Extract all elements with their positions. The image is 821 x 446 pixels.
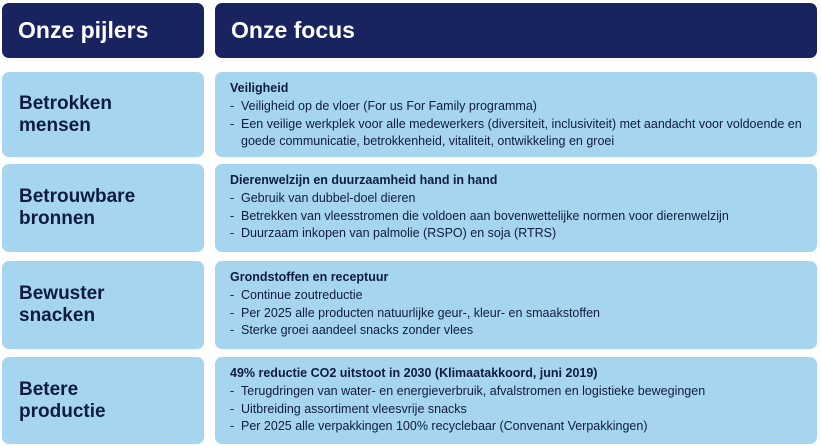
focus-item <box>230 383 805 401</box>
dash-bullet-icon: - <box>230 384 235 398</box>
dash-bullet-icon: - <box>230 323 235 337</box>
pillar-title-line: Betrouwbare <box>19 186 136 207</box>
dash-bullet-icon: - <box>230 191 235 205</box>
dash-bullet-icon: - <box>230 305 235 320</box>
focus-item <box>230 322 805 340</box>
focus-item-text: Terugdringen van water- en energieverbruik, afvalstromen en logistieke bewegingen <box>241 384 706 398</box>
pillar-title-line: Betere <box>19 378 79 400</box>
focus-cell <box>215 261 817 349</box>
focus-title: 49% reductie CO2 uitstoot in 2030 (Klimaatakkoord, juni 2019) <box>230 366 598 380</box>
focus-list <box>230 287 805 340</box>
focus-item-text: Continue zoutreductie <box>241 288 363 302</box>
pillar-title <box>19 93 112 137</box>
focus-item-text: Sterke groei aandeel snacks zonder vlees <box>241 323 474 337</box>
dash-bullet-icon: - <box>230 208 235 223</box>
focus-title: Dierenwelzijn en duurzaamheid hand in hand <box>230 173 498 187</box>
focus-item <box>230 190 805 208</box>
focus-list <box>230 383 805 436</box>
focus-item <box>230 225 805 243</box>
pillar-title <box>19 379 106 423</box>
dash-bullet-icon: - <box>230 116 235 131</box>
focus-title: Veiligheid <box>230 81 289 95</box>
pillar-title-line: bronnen <box>19 208 95 229</box>
pillar-title <box>19 186 135 230</box>
dash-bullet-icon: - <box>230 99 235 113</box>
pillar-cell <box>2 164 204 252</box>
focus-item <box>230 116 805 151</box>
pillar-title-line: productie <box>19 400 106 422</box>
focus-item <box>230 401 805 419</box>
header-pillars: Onze pijlers <box>2 3 204 58</box>
focus-item-text: Betrekken van vleesstromen die voldoen aan bovenwettelijke normen voor dierenwelzijn <box>241 208 729 223</box>
dash-bullet-icon: - <box>230 401 235 416</box>
focus-item-text: Per 2025 alle verpakkingen 100% recyclebaar (Convenant Verpakkingen) <box>241 419 648 433</box>
focus-item-text: Uitbreiding assortiment vleesvrije snacks <box>241 401 467 416</box>
focus-title: Grondstoffen en receptuur <box>230 270 389 284</box>
focus-item <box>230 287 805 305</box>
focus-cell <box>215 72 817 157</box>
pillar-title-line: Bewuster <box>19 283 105 304</box>
pillar-cell <box>2 261 204 349</box>
pillar-title-line: Betrokken <box>19 92 112 114</box>
focus-cell <box>215 164 817 252</box>
focus-item-text: Een veilige werkplek voor alle medewerkers (diversiteit, inclusiviteit) met aandacht voor voldoende en goede communicatie, betrokkenheid, vitaliteit, ontwikkeling en groei <box>241 116 802 148</box>
focus-item-text: Gebruik van dubbel-doel dieren <box>241 191 416 205</box>
focus-list <box>230 190 805 243</box>
focus-item <box>230 208 805 226</box>
dash-bullet-icon: - <box>230 226 235 240</box>
pillar-title-line: snacken <box>19 305 96 326</box>
focus-item-text: Duurzaam inkopen van palmolie (RSPO) en soja (RTRS) <box>241 226 557 240</box>
pillar-cell <box>2 357 204 444</box>
focus-cell <box>215 357 817 444</box>
pillar-cell <box>2 72 204 157</box>
pillar-title <box>19 283 105 327</box>
dash-bullet-icon: - <box>230 288 235 302</box>
pillar-title-line: mensen <box>19 114 91 136</box>
focus-item-text: Veiligheid op de vloer (For us For Family programma) <box>241 99 537 113</box>
focus-item-text: Per 2025 alle producten natuurlijke geur-, kleur- en smaakstoffen <box>241 305 601 320</box>
dash-bullet-icon: - <box>230 419 235 433</box>
focus-item <box>230 98 805 116</box>
focus-list <box>230 98 805 151</box>
focus-item <box>230 418 805 436</box>
focus-item <box>230 305 805 323</box>
header-focus: Onze focus <box>215 3 817 58</box>
